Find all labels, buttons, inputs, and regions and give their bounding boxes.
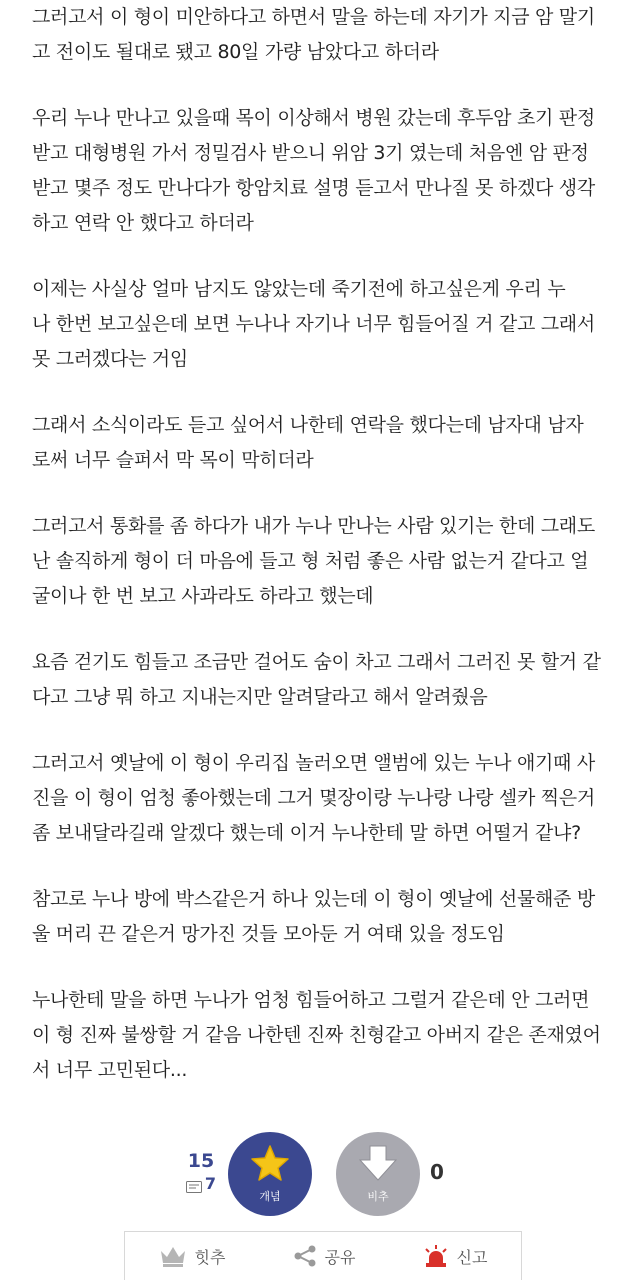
post-text-line: 이 형 진짜 불쌍할 거 같음 나한텐 진짜 친형같고 아버지 같은 존재였어 [32, 1024, 601, 1046]
downvote-label: 비추 [367, 1190, 389, 1203]
post-text-line: 누나한테 말을 하면 누나가 엄청 힘들어하고 그럴거 같은데 안 그러면 [32, 989, 590, 1011]
share-label: 공유 [324, 1247, 356, 1267]
post-text-line: 난 솔직하게 형이 더 마음에 들고 형 처럼 좋은 사람 없는거 같다고 얼 [32, 550, 589, 572]
post-text-line: 그러고서 통화를 좀 하다가 내가 누나 만나는 사람 있기는 한데 그래도 [32, 515, 595, 537]
downvote-button[interactable] [336, 1132, 420, 1216]
post-paragraph [32, 983, 632, 1088]
post-text-line: 이제는 사실상 얼마 남지도 않았는데 죽기전에 하고싶은게 우리 누 [32, 278, 566, 300]
post-text-line: 로써 너무 슬퍼서 막 목이 막히더라 [32, 449, 314, 471]
comment-icon [186, 1178, 202, 1190]
post-body [32, 0, 632, 1119]
post-text-line: 참고로 누나 방에 박스같은거 하나 있는데 이 형이 옛날에 선물해준 방 [32, 888, 595, 910]
post-text-line: 고 전이도 될대로 됐고 80일 가량 남았다고 하더라 [32, 41, 439, 63]
upvote-button[interactable] [228, 1132, 312, 1216]
post-text-line: 하고 연락 안 했다고 하더라 [32, 212, 254, 234]
post-paragraph [32, 509, 632, 614]
post-text-line: 요즘 걷기도 힘들고 조금만 걸어도 숨이 차고 그래서 그러진 못 할거 같 [32, 651, 601, 673]
star-icon [250, 1144, 290, 1186]
report-button[interactable] [423, 1245, 488, 1268]
post-text-line: 그래서 소식이라도 듣고 싶어서 나한테 연락을 했다는데 남자대 남자 [32, 414, 584, 436]
post-paragraph [32, 645, 632, 715]
post-text-line: 굴이나 한 번 보고 사과라도 하라고 했는데 [32, 585, 374, 607]
post-text-line: 우리 누나 만나고 있을때 목이 이상해서 병원 갔는데 후두암 초기 판정 [32, 107, 595, 129]
siren-icon [423, 1245, 449, 1267]
post-text-line: 서 너무 고민된다... [32, 1059, 188, 1081]
post-paragraph [32, 882, 632, 952]
comment-count-wrap [186, 1174, 216, 1193]
recommend-label: 힛추 [194, 1247, 226, 1267]
post-paragraph [32, 408, 632, 478]
post-text-line: 그러고서 옛날에 이 형이 우리집 놀러오면 앨범에 있는 누나 애기때 사 [32, 752, 595, 774]
down-arrow-icon [358, 1144, 398, 1186]
share-icon [293, 1245, 317, 1267]
post-text-line: 좀 보내달라길래 알겠다 했는데 이거 누나한테 말 하면 어떨거 같냐? [32, 822, 581, 844]
crown-icon [159, 1245, 187, 1267]
vote-count-block [178, 1150, 224, 1197]
post-text-line: 울 머리 끈 같은거 망가진 것들 모아둔 거 여태 있을 정도임 [32, 923, 505, 945]
post-text-line: 그러고서 이 형이 미안하다고 하면서 말을 하는데 자기가 지금 암 말기 [32, 6, 595, 28]
upvote-count: 15 [187, 1150, 215, 1172]
upvote-label: 개념 [259, 1190, 281, 1203]
action-bar [124, 1231, 522, 1280]
post-paragraph [32, 746, 632, 851]
comment-count: 7 [204, 1174, 217, 1193]
post-text-line: 나 한번 보고싶은데 보면 누나나 자기나 너무 힘들어질 거 같고 그래서 [32, 313, 595, 335]
post-text-line: 받고 몇주 정도 만나다가 항암치료 설명 듣고서 만나질 못 하겠다 생각 [32, 177, 595, 199]
post-text-line: 다고 그냥 뭐 하고 지내는지만 알려달라고 해서 알려줬음 [32, 686, 488, 708]
downvote-count: 0 [430, 1160, 444, 1184]
post-text-line: 받고 대형병원 가서 정밀검사 받으니 위암 3기 였는데 처음엔 암 판정 [32, 142, 589, 164]
post-text-line: 못 그러겠다는 거임 [32, 348, 188, 370]
post-paragraph [32, 0, 632, 70]
post-paragraph [32, 101, 632, 241]
report-label: 신고 [456, 1247, 488, 1267]
recommend-button[interactable] [159, 1245, 226, 1268]
share-button[interactable] [293, 1245, 356, 1268]
vote-area [0, 1132, 640, 1222]
post-text-line: 진을 이 형이 엄청 좋아했는데 그거 몇장이랑 누나랑 나랑 셀카 찍은거 [32, 787, 595, 809]
post-paragraph [32, 272, 632, 377]
